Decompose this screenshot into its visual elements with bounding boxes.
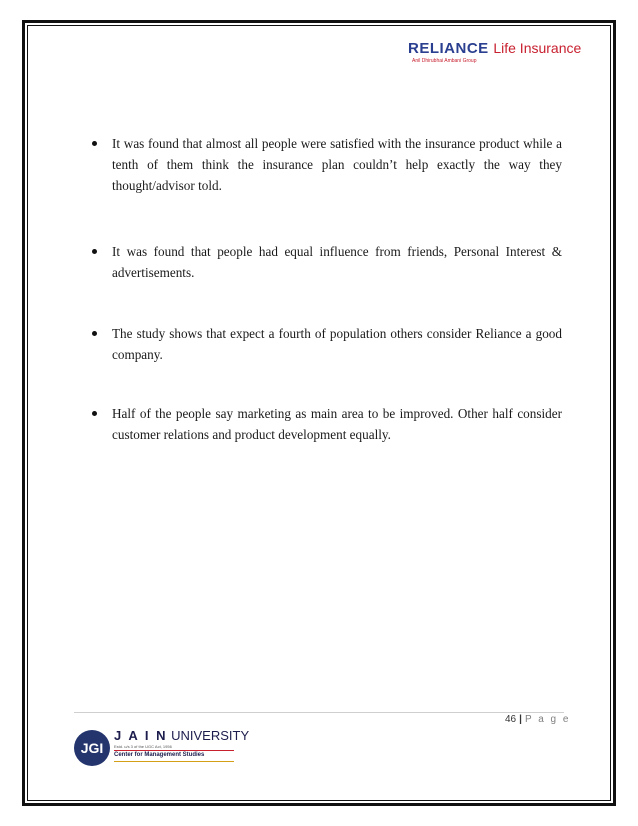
footer-divider	[74, 712, 564, 713]
page-number: 46 | P a g e	[505, 714, 571, 725]
list-item: Half of the people say marketing as main area to be improved. Other half consider customer relations and product development equally.	[92, 403, 562, 445]
bullet-icon	[92, 411, 97, 416]
reliance-logo	[408, 40, 582, 70]
findings-list	[92, 133, 562, 490]
jain-established: Estd. u/s 3 of the UGC Act, 1956	[114, 744, 172, 749]
jain-subtitle: Center for Management Studies	[114, 752, 205, 758]
list-item: It was found that people had equal influence from friends, Personal Interest & advertisements.	[92, 241, 562, 283]
reliance-tagline: Anil Dhirubhai Ambani Group	[412, 58, 477, 64]
bullet-icon	[92, 141, 97, 146]
jgi-monogram: JGI	[74, 730, 110, 766]
list-item: It was found that almost all people were satisfied with the insurance product while a tenth of them think the insurance plan couldn’t help exactly the way they thought/advisor told.	[92, 133, 562, 196]
logo-rule-gold	[114, 761, 234, 762]
jain-title: J A I N UNIVERSITY	[114, 728, 250, 743]
list-item: The study shows that expect a fourth of population others consider Reliance a good company.	[92, 323, 562, 365]
logo-rule-red	[114, 750, 234, 751]
jain-university-logo	[74, 726, 250, 768]
reliance-brand-text: RELIANCE Life Insurance	[408, 40, 582, 57]
bullet-icon	[92, 331, 97, 336]
bullet-icon	[92, 249, 97, 254]
